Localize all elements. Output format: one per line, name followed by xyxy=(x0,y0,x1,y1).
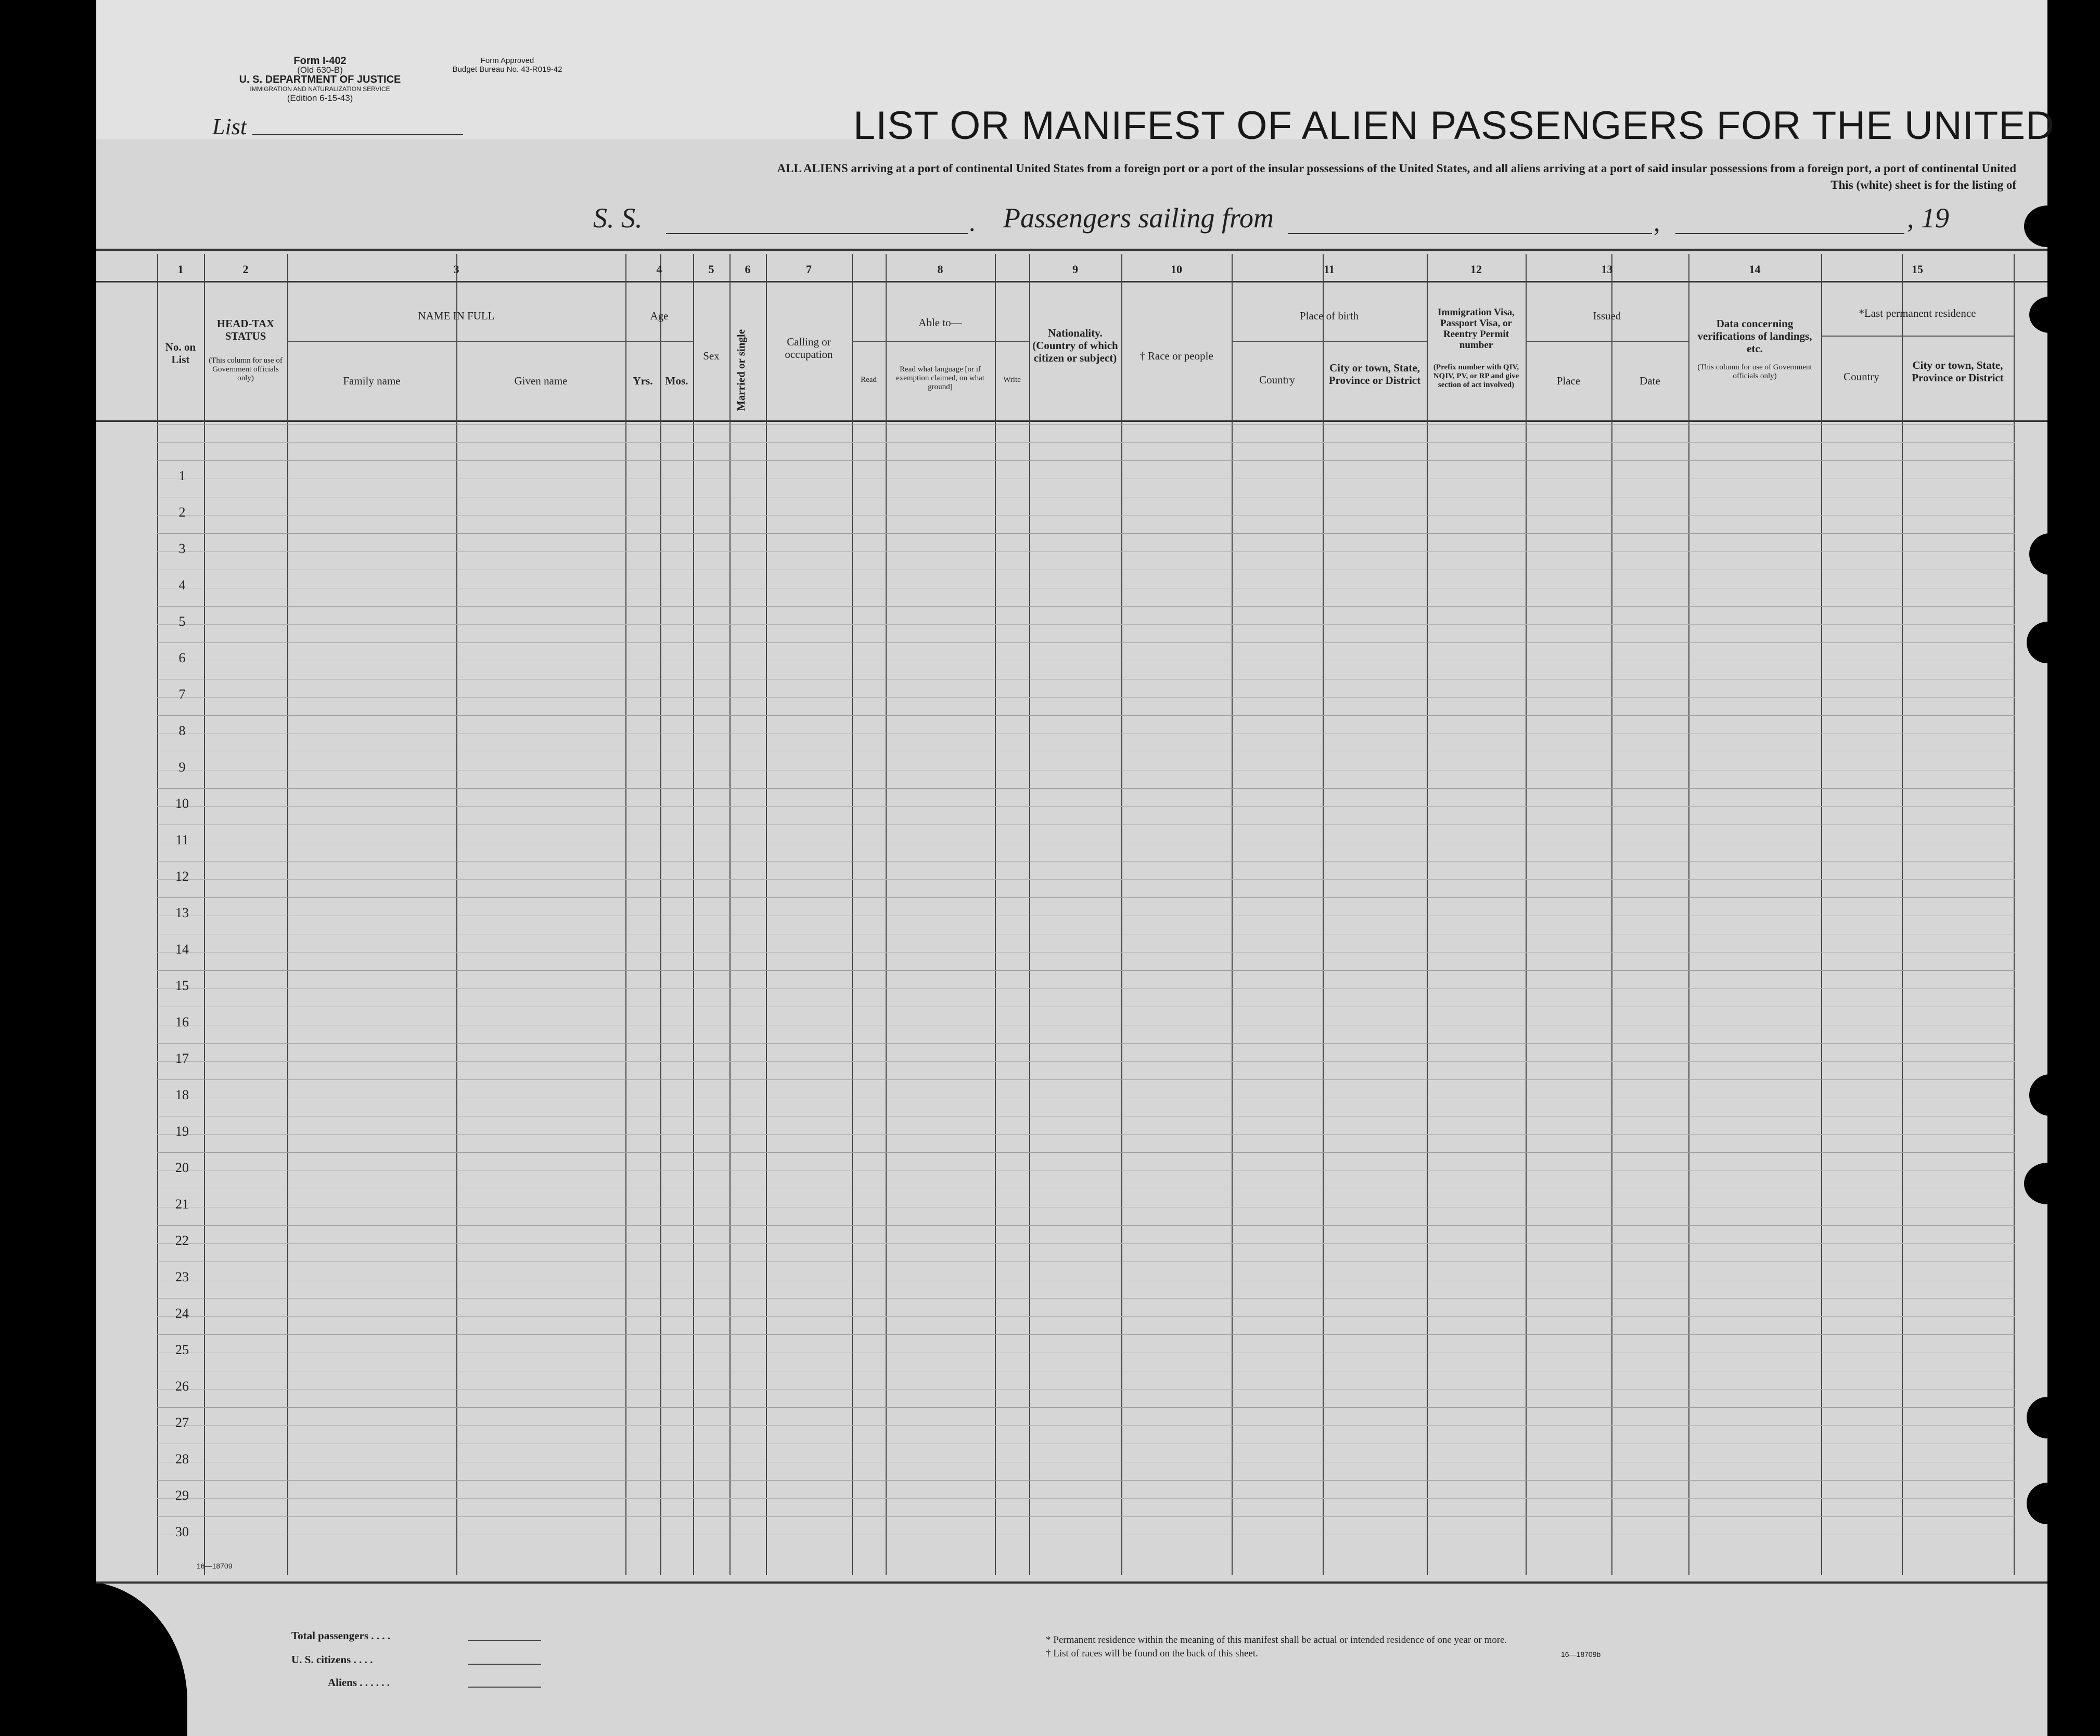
row-number: 30 xyxy=(175,1524,189,1539)
row-rule xyxy=(157,788,2015,789)
print-code-left: 16—18709 xyxy=(197,1562,233,1570)
row-rule xyxy=(157,970,2015,971)
old-form-number: (Old 630-B) xyxy=(297,65,343,75)
col-rule xyxy=(1611,254,1612,1575)
year-label: , 19 xyxy=(1907,202,1949,234)
row-number: 3 xyxy=(178,541,186,556)
manifest-sheet xyxy=(96,0,2047,1736)
row-number: 26 xyxy=(175,1379,189,1394)
row-number: 1 xyxy=(178,468,186,483)
place-of-birth-header: Place of birth xyxy=(1299,310,1359,322)
sex-header: Sex xyxy=(703,350,720,362)
write-header: Write xyxy=(1003,376,1021,384)
row-number: 7 xyxy=(178,687,186,702)
row-rule xyxy=(157,515,2015,516)
married-single-header: Married or single xyxy=(735,329,747,411)
age-months-header: Mos. xyxy=(665,375,688,387)
ship-period: . xyxy=(969,208,976,237)
row-number: 24 xyxy=(175,1306,189,1321)
row-number: 11 xyxy=(175,832,189,847)
row-rule xyxy=(157,460,2015,461)
column-number: 9 xyxy=(1072,263,1078,276)
binder-hole xyxy=(2024,1163,2071,1204)
col-rule xyxy=(625,254,626,1575)
row-rule xyxy=(157,1334,2015,1335)
row-rule xyxy=(157,1389,2015,1390)
data-concerning-note: (This column for use of Government officials only) xyxy=(1697,363,1812,380)
binder-hole xyxy=(2027,1483,2068,1524)
row-rule xyxy=(157,806,2015,807)
row-number: 16 xyxy=(175,1014,189,1030)
col-rule xyxy=(995,254,996,1575)
binder-hole xyxy=(2029,297,2071,333)
row-rule xyxy=(157,897,2015,898)
column-number: 14 xyxy=(1749,263,1761,276)
head-tax-note: (This column for use of Government officials only) xyxy=(209,356,283,382)
instruction-emphasis: ALL ALIENS xyxy=(777,162,848,175)
col-rule xyxy=(456,254,457,1575)
table-top-rule xyxy=(96,249,2047,251)
row-rule xyxy=(157,624,2015,625)
col-rule xyxy=(1427,254,1428,1575)
row-rule xyxy=(157,1134,2015,1135)
col-rule xyxy=(886,254,887,1575)
column-number-rule xyxy=(96,281,2047,282)
col-rule xyxy=(287,254,288,1575)
row-rule xyxy=(157,1061,2015,1062)
row-rule xyxy=(157,642,2015,643)
us-citizens-field[interactable] xyxy=(468,1664,541,1665)
sailing-date-field[interactable] xyxy=(1675,233,1904,234)
subheader-rule xyxy=(1526,341,1688,342)
residence-country-header: Country xyxy=(1843,370,1879,383)
instruction-line-2: This (white) sheet is for the listing of xyxy=(1830,178,2016,191)
age-header: Age xyxy=(650,310,669,322)
row-number: 18 xyxy=(175,1087,189,1102)
row-rule xyxy=(157,952,2015,953)
us-citizens-label: U. S. citizens . . . . xyxy=(291,1653,373,1666)
col-rule xyxy=(204,254,205,1575)
row-rule xyxy=(157,442,2015,443)
col-rule xyxy=(693,254,694,1575)
no-on-list-header: No. on List xyxy=(165,341,196,366)
row-number: 10 xyxy=(175,796,189,811)
row-number: 13 xyxy=(175,905,189,920)
total-passengers-field[interactable] xyxy=(468,1640,541,1641)
row-rule xyxy=(157,1316,2015,1317)
binder-hole xyxy=(2024,205,2071,247)
binder-hole xyxy=(2029,533,2071,575)
row-number: 15 xyxy=(175,978,189,993)
read-header: Read xyxy=(861,376,877,384)
row-number: 22 xyxy=(175,1233,189,1248)
row-number: 27 xyxy=(175,1415,189,1430)
column-number: 15 xyxy=(1912,263,1923,276)
port-comma: , xyxy=(1654,208,1660,237)
visa-number-header: Immigration Visa, Passport Visa, or Reentry Permit number xyxy=(1438,307,1515,351)
budget-bureau-number: Budget Bureau No. 43-R019-42 xyxy=(452,65,562,74)
family-name-header: Family name xyxy=(343,375,401,387)
instruction-line-1: arriving at a port of continental United States from a foreign port or a port of the insular possessions of the United States, and all aliens arriving at a port of said insular possessions from a foreign port, a port of continental United xyxy=(851,162,2016,175)
column-number: 5 xyxy=(708,263,714,276)
row-number: 4 xyxy=(178,577,186,593)
row-rule xyxy=(157,1152,2015,1153)
aliens-field[interactable] xyxy=(468,1687,541,1688)
row-number: 29 xyxy=(175,1488,189,1503)
row-rule xyxy=(157,1079,2015,1080)
department-name: U. S. DEPARTMENT OF JUSTICE xyxy=(239,74,401,85)
row-number: 2 xyxy=(178,505,186,520)
row-number: 19 xyxy=(175,1124,189,1139)
birth-city-header: City or town, State, Province or District xyxy=(1328,362,1421,387)
sailing-port-field[interactable] xyxy=(1288,233,1652,234)
column-number: 3 xyxy=(453,263,459,276)
subheader-rule xyxy=(287,341,625,342)
issued-header: Issued xyxy=(1593,310,1621,322)
issued-date-header: Date xyxy=(1640,375,1660,387)
subheader-rule xyxy=(852,341,1029,342)
aliens-label: Aliens . . . . . . xyxy=(328,1676,390,1689)
nationality-header: Nationality. (Country of which citizen or subject) xyxy=(1032,327,1118,364)
column-number: 7 xyxy=(806,263,812,276)
ship-name-field[interactable] xyxy=(666,233,968,234)
name-in-full-header: NAME IN FULL xyxy=(418,310,495,322)
col-rule xyxy=(1688,254,1689,1575)
sailing-from-label: Passengers sailing from xyxy=(1003,202,1274,234)
row-rule xyxy=(157,1425,2015,1426)
row-rule xyxy=(157,606,2015,607)
row-rule xyxy=(157,1043,2015,1044)
binder-hole xyxy=(2027,622,2068,663)
row-rule xyxy=(157,1498,2015,1499)
form-number: Form I-402 xyxy=(293,55,347,67)
subheader-rule xyxy=(1821,336,2014,337)
head-tax-header: HEAD-TAX STATUS xyxy=(216,317,275,342)
row-number: 21 xyxy=(175,1197,189,1212)
column-number: 12 xyxy=(1470,263,1482,276)
given-name-header: Given name xyxy=(514,375,568,387)
col-rule xyxy=(852,254,853,1575)
row-number: 5 xyxy=(178,614,186,629)
binder-hole xyxy=(2029,1074,2071,1116)
column-number: 11 xyxy=(1324,263,1335,276)
list-number-field[interactable] xyxy=(252,134,463,135)
instruction-text xyxy=(486,160,2016,194)
row-rule xyxy=(157,1243,2015,1244)
row-rule xyxy=(157,879,2015,880)
edition: (Edition 6-15-43) xyxy=(287,93,353,103)
row-number: 9 xyxy=(178,760,186,775)
able-to-header: Able to— xyxy=(918,316,962,329)
row-number: 28 xyxy=(175,1451,189,1467)
residence-city-header: City or town, State, Province or District xyxy=(1912,359,2004,384)
col-rule xyxy=(766,254,767,1575)
service-name: IMMIGRATION AND NATURALIZATION SERVICE xyxy=(250,85,390,93)
col-rule xyxy=(1121,254,1122,1575)
col-rule xyxy=(729,254,731,1575)
column-number: 10 xyxy=(1171,263,1182,276)
col-rule xyxy=(1902,254,1903,1575)
list-label: List xyxy=(212,114,247,139)
form-identification xyxy=(226,56,414,103)
footnote-permanent-residence: * Permanent residence within the meaning of this manifest shall be actual or intended residence of one year or more. xyxy=(1046,1635,1507,1645)
row-rule xyxy=(157,697,2015,698)
column-number: 1 xyxy=(177,263,184,276)
col-rule xyxy=(1526,254,1527,1575)
header-bottom-rule xyxy=(96,420,2047,422)
age-years-header: Yrs. xyxy=(633,375,653,387)
col-rule xyxy=(2014,254,2015,1575)
total-passengers-label: Total passengers . . . . xyxy=(291,1629,390,1642)
row-rule xyxy=(157,1516,2015,1517)
row-rule xyxy=(157,533,2015,534)
row-rule xyxy=(157,1480,2015,1481)
table-bottom-rule xyxy=(96,1581,2047,1584)
data-concerning-header: Data concerning verifications of landings, etc. xyxy=(1697,317,1812,355)
row-number: 23 xyxy=(175,1269,189,1284)
approval-line: Form Approved xyxy=(480,56,534,65)
col-rule xyxy=(1029,254,1030,1575)
column-number: 2 xyxy=(242,263,249,276)
row-number: 25 xyxy=(175,1342,189,1357)
calling-occupation-header: Calling or occupation xyxy=(785,336,833,361)
race-header: † Race or people xyxy=(1139,350,1213,362)
page-title: LIST OR MANIFEST OF ALIEN PASSENGERS FOR THE UNITED xyxy=(853,104,2055,148)
column-number: 13 xyxy=(1601,263,1613,276)
column-number: 6 xyxy=(745,263,751,276)
row-number: 20 xyxy=(175,1160,189,1175)
column-number: 4 xyxy=(656,263,662,276)
read-language-header: Read what language [or if exemption claimed, on what ground] xyxy=(896,365,984,391)
col-rule xyxy=(660,254,661,1575)
footnote-races: † List of races will be found on the back of this sheet. xyxy=(1046,1648,1258,1659)
ship-label: S. S. xyxy=(593,202,643,234)
col-rule xyxy=(1323,254,1324,1575)
row-rule xyxy=(157,988,2015,989)
issued-place-header: Place xyxy=(1556,375,1581,387)
row-rule xyxy=(157,1407,2015,1408)
col-rule xyxy=(1232,254,1233,1575)
row-rule xyxy=(157,715,2015,716)
subheader-rule xyxy=(625,341,693,342)
row-number: 17 xyxy=(175,1051,189,1066)
col-rule xyxy=(1821,254,1822,1575)
column-number: 8 xyxy=(937,263,943,276)
visa-number-note: (Prefix number with QIV, NQIV, PV, or RP and give section of act involved) xyxy=(1433,363,1519,389)
last-residence-header: *Last permanent residence xyxy=(1859,307,1976,319)
row-number: 14 xyxy=(175,942,189,957)
budget-approval xyxy=(419,56,596,74)
row-rule xyxy=(157,424,2015,425)
row-rule xyxy=(157,551,2015,552)
row-number: 8 xyxy=(178,723,186,738)
row-rule xyxy=(157,1225,2015,1226)
binder-hole xyxy=(2027,1397,2068,1438)
col-rule xyxy=(157,254,158,1575)
subheader-rule xyxy=(1232,341,1427,342)
print-code-right: 16—18709b xyxy=(1561,1650,1601,1658)
row-number: 6 xyxy=(178,650,186,665)
birth-country-header: Country xyxy=(1259,374,1295,386)
row-number: 12 xyxy=(175,869,189,884)
